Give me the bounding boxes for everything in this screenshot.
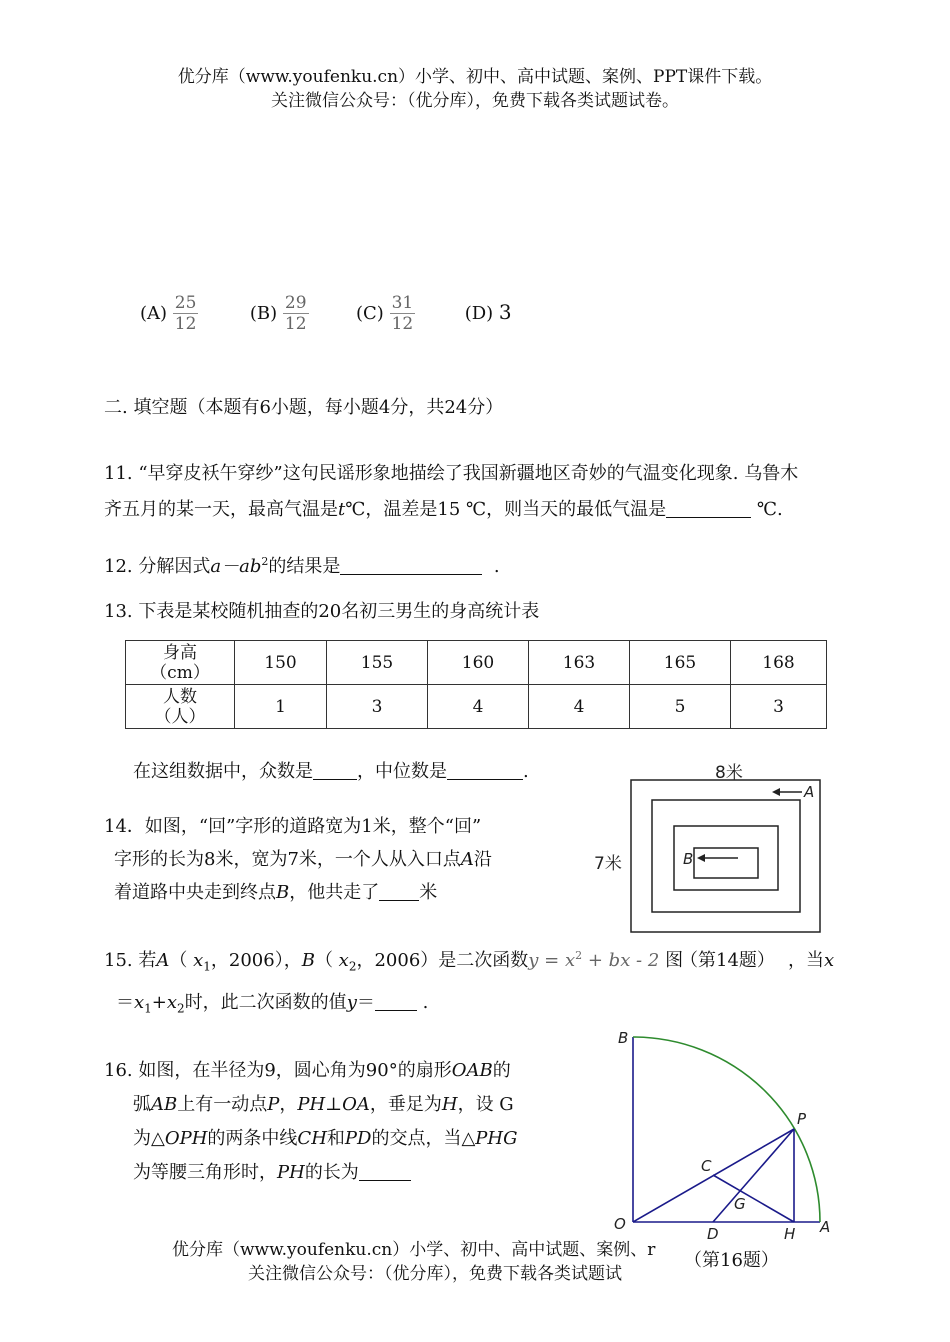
table-cell: 160	[428, 641, 529, 685]
choice-c	[356, 293, 421, 334]
choice-a-label: (A)	[140, 302, 168, 324]
table-cell: 4	[529, 685, 630, 729]
choice-c-fraction: $\frac{31}{12}$	[391, 293, 414, 334]
table-cell: 150	[235, 641, 327, 685]
q15-line-1: 15. 若A（ $x_1$，2006），B（ $x_2$，2006）是二次函数$y = x^2$ + bx - 2 图	[104, 949, 684, 974]
height-table	[125, 640, 827, 729]
section-title: 二. 填空题（本题有6小题，每小题4分，共24分）	[104, 397, 504, 418]
table-row	[126, 641, 827, 685]
q12-answer-blank[interactable]	[340, 556, 482, 575]
q11-line-2: 齐五月的某一天，最高气温是t℃，温差是15 ℃，则当天的最低气温是 ℃.	[104, 499, 783, 520]
q15-line-1-end: ，当x	[788, 950, 835, 971]
table-cell: 3	[327, 685, 428, 729]
q16-answer-blank[interactable]	[359, 1162, 411, 1181]
q16-line-4: 为等腰三角形时，PH的长为	[133, 1158, 411, 1184]
q13-title: 13. 下表是某校随机抽查的20名初三男生的身高统计表	[104, 601, 540, 622]
choice-a	[140, 293, 204, 334]
fig-length-label: 8米	[715, 763, 743, 783]
choice-d-value: 3	[498, 299, 512, 324]
header-line-2: 关注微信公众号：（优分库），免费下载各类试题试卷。	[271, 91, 679, 111]
q16-line-1: 16. 如图，在半径为9，圆心角为90°的扇形OAB的	[104, 1060, 511, 1081]
label-c: C	[701, 1157, 712, 1175]
q16-caption: （第16题）	[680, 1246, 783, 1272]
q14-line-3: 着道路中央走到终点B，他共走了 米	[114, 882, 438, 903]
q14-caption: （第14题）	[680, 950, 775, 971]
q11-answer-blank[interactable]	[666, 499, 751, 518]
q13-answer-line: 在这组数据中，众数是 ，中位数是 .	[133, 761, 529, 782]
q15-answer-blank[interactable]	[375, 992, 417, 1011]
choice-b	[249, 293, 314, 334]
entry-arrowhead	[772, 788, 780, 796]
footer-line-1: 优分库（www.youfenku.cn）小学、初中、高中试题、案例、r	[172, 1240, 656, 1260]
choice-c-label: (C)	[356, 302, 384, 324]
label-p: P	[797, 1110, 807, 1128]
footer-line-2: 关注微信公众号：（优分库），免费下载各类试题试	[248, 1264, 622, 1284]
q12: 12. 分解因式$a-ab^2$的结果是 .	[104, 555, 500, 577]
choice-a-fraction: $\frac{25}{12}$	[174, 293, 197, 334]
q13-mode-blank[interactable]	[313, 761, 357, 780]
q14-line-1: 14．如图，“回”字形的道路宽为1米，整个“回”	[104, 816, 482, 837]
table-cell: 155	[327, 641, 428, 685]
fig-point-b: B	[683, 850, 694, 868]
row-header-height: 身高 （cm）	[126, 641, 235, 685]
choice-b-fraction: $\frac{29}{12}$	[284, 293, 307, 334]
table-cell: 3	[731, 685, 827, 729]
table-cell: 1	[235, 685, 327, 729]
q13-median-blank[interactable]	[447, 761, 523, 780]
label-b: B	[618, 1029, 629, 1047]
segment-pd	[713, 1129, 794, 1222]
q15-line-2: $=x_1+x_2$时，此二次函数的值y＝ .	[116, 992, 429, 1016]
q16-line-3: 为△OPH的两条中线CH和PD的交点，当△PHG	[133, 1128, 518, 1149]
header-line-1: 优分库（www.youfenku.cn）小学、初中、高中试题、案例、PPT课件下载。	[177, 67, 773, 87]
q16-figure	[600, 1025, 845, 1247]
end-arrowhead	[697, 854, 705, 862]
table-cell: 168	[731, 641, 827, 685]
table-cell: 5	[630, 685, 731, 729]
table-row	[126, 685, 827, 729]
fig-point-a: A	[804, 783, 815, 801]
choice-d-label: (D)	[464, 302, 494, 324]
q10-choices	[140, 293, 512, 334]
table-cell: 165	[630, 641, 731, 685]
label-a: A	[820, 1218, 831, 1236]
segment-ch	[713, 1175, 794, 1222]
outer-rect	[631, 780, 820, 932]
label-h: H	[784, 1225, 796, 1243]
q14-answer-blank[interactable]	[379, 882, 419, 901]
row-header-count: 人数 （人）	[126, 685, 235, 729]
fig-width-label: 7米	[594, 854, 622, 874]
q16-line-2: 弧AB上有一动点P，PH⊥OA，垂足为H，设 G	[133, 1094, 514, 1115]
table-cell: 4	[428, 685, 529, 729]
q11-line-1: 11. “早穿皮袄午穿纱”这句民谣形象地描绘了我国新疆地区奇妙的气温变化现象. 乌鲁木	[104, 463, 799, 484]
q14-line-2: 字形的长为8米，宽为7米，一个人从入口点A沿	[114, 849, 492, 870]
core-rect	[694, 848, 758, 878]
choice-d	[464, 299, 512, 324]
q14-figure	[590, 755, 830, 945]
label-o: O	[614, 1215, 626, 1233]
label-d: D	[707, 1225, 719, 1243]
label-g: G	[734, 1195, 746, 1213]
choice-b-label: (B)	[249, 302, 278, 324]
table-cell: 163	[529, 641, 630, 685]
